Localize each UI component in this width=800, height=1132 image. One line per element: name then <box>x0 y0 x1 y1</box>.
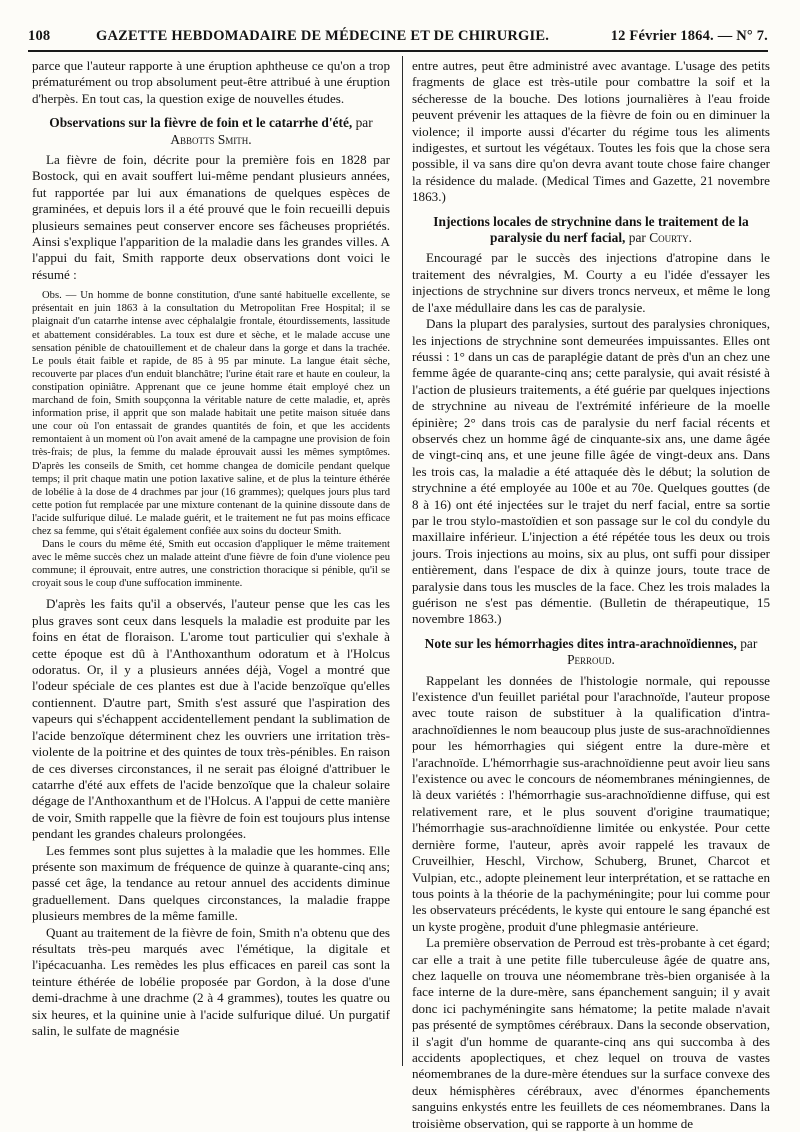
paragraph: Dans la plupart des paralysies, surtout des paralysies chroniques, les injections de strychnine sont demeurées impuissantes. Elles ont réussi : 1° dans un cas de paraplégie datant de près d'un an chez une femme âgée de quarante-cinq ans; cette paralysie, qui avait résisté à l'action de plusieurs traitements, a été guérie par quelques injections de strychnine au niveau de l'extrémité inférieure de la moelle épinière; 2° dans trois cas de paralysie du nerf facial récents et observés chez un homme âgé de cinquante-six ans, une dame âgée de vingt-cinq ans, et une jeune fille âgée de vingt-deux ans. Dans les trois cas, la maladie a été attaquée dès le début; la solution de strychnine a été employée au 100e et au 70e. Quelques gouttes (de 8 à 16) ont été injectées sur le trajet du nerf facial, entre sa sortie par le trou stylo-mastoïdien et son passage sur le col du condyle du maxillaire inférieur. L'injection a été répétée tous les deux ou trois jours. Trois injections au moins, six au plus, ont suffi pour dissiper entièrement, dans l'espace de dix à quinze jours, toute trace de paralysie dans tous les muscles de la face. Chez les trois malades la guérison ne s'est pas démentie. (Bulletin de thérapeutique, 15 novembre 1863.) <box>412 316 770 627</box>
paragraph: Rappelant les données de l'histologie normale, qui repousse l'existence d'un feuillet pariétal pour l'arachnoïde, l'auteur propose avec toute raison de substituer à la qualification d'intra-arachnoïdiennes le nom beaucoup plus juste de sus-arachnoïdiennes pour les hémorrhagies qui siégent entre la dure-mère et l'arachnoïde. L'hémorrhagie sus-arachnoïdienne peut avoir lieu sans l'existence ou avec le concours de néomembranes méningiennes, de là deux variétés : l'hémorrhagie sus-arachnoïdienne diffuse, qui est relativement rare, et le plus souvent d'origine traumatique; l'hémorrhagie sus-arachnoïdienne limitée ou enkystée. Pour cette dernière forme, l'auteur, après avoir rappelé les travaux de Cruveilhier, Heschl, Virchow, Schuberg, Brunet, Charcot et Vulpian, etc., adopte pleinement leur interprétation, et se rattache en tous points à la théorie de la pachyméningite; pour lui comme pour les observateurs précédents, le kyste qui entoure le sang épanché est un kyste progène, produit d'une phlegmasie antérieure. <box>412 672 770 934</box>
observation-paragraph: Dans le cours du même été, Smith eut occasion d'appliquer le même traitement avec le même succès chez un malade atteint d'une fièvre de foin d'une violence peu commune; il éprouvait, entre autres, une constriction thoracique si pénible, qu'il se croyait sous le coup d'une suffocation imminente. <box>32 539 390 590</box>
paragraph: Les femmes sont plus sujettes à la maladie que les hommes. Elle présente son maximum de fréquence de quinze à quarante-cinq ans; passé cet âge, la tendance au retour annuel des accidents diminue graduellement. Dans quelques circonstances, la maladie frappe plusieurs membres de la même famille. <box>32 842 390 924</box>
article-heading-strychnine <box>412 214 770 247</box>
article-title: Observations sur la fièvre de foin et le catarrhe d'été, <box>49 115 353 131</box>
article-heading-hemorrhages <box>412 636 770 669</box>
paragraph: D'après les faits qu'il a observés, l'auteur pense que les cas les plus graves sont ceux dans lesquels la maladie est produite par les foins en état de floraison. L'arome tout particulier qui s'exhale à cette époque est dû à l'Anthoxanthum odoratum et à l'Holcus odoratus. Or, il y a plusieurs années déjà, Vogel a montré que l'odeur spéciale de ces plantes est due à l'acide benzoïque qu'elles contiennent. D'autre part, Smith s'est assuré que l'aspiration des vapeurs qui s'échappent accidentellement pendant la sublimation de l'acide benzoïque déterminent chez les ouvriers une irritation très-violente de la poitrine et des quintes de toux très-pénibles. En raison de ces diverses circonstances, il ne serait pas éloigné d'attribuer le catarrhe d'été aux effets de l'acide benzoïque que la chaleur solaire dégage de l'Anthoxanthum et de l'Holcus. A l'appui de cette manière de voir, Smith rappelle que la fièvre de foin est toujours plus intense pendant les grandes chaleurs prolongées. <box>32 596 390 842</box>
continued-paragraph: entre autres, peut être administré avec avantage. L'usage des petits fragments de glace est très-utile pour combattre la soif et la sécheresse de la bouche. Des lotions journalières à l'eau froide peuvent prévenir les attaques de la fièvre de foin ou en diminuer la violence; il importe aussi d'écarter du régime tous les aliments indigestes, et surtout les végétaux. Toutes les fois que la chose sera possible, il va sans dire qu'on devra avant toute chose faire changer la résidence du malade. (Medical Times and Gazette, 21 novembre 1863.) <box>412 58 770 205</box>
right-column <box>412 58 770 1131</box>
column-divider <box>402 56 403 1066</box>
paragraph: Quant au traitement de la fièvre de foin, Smith n'a obtenu que des résultats très-peu marqués avec l'émétique, la digitale et l'ipécacuanha. Les remèdes les plus efficaces en pareil cas sont la teinture éthérée de lobélie proposée par Gordon, à la dose d'une demi-drachme à une drachme (2 à 4 grammes), toutes les quatre ou six heures, et la quinine unie à l'acide sulfurique dilué. Un purgatif salin, le sulfate de magnésie <box>32 924 390 1038</box>
paragraph: La fièvre de foin, décrite pour la première fois en 1828 par Bostock, qui en avait souffert lui-même pendant plusieurs années, fut rapportée par lui aux émanations de quelques espèces de graminées, et depuis lors il a été prouvé que le foin recueilli depuis plusieurs semaines peut conserver encore ses fâcheuses propriétés. Ainsi s'explique l'apparition de la maladie dans les grandes villes. A l'appui du fait, Smith rapporte deux observations dont voici le résumé : <box>32 152 390 282</box>
journal-title: GAZETTE HEBDOMADAIRE DE MÉDECINE ET DE CHIRURGIE. <box>96 28 550 44</box>
left-column <box>32 58 390 1070</box>
intro-paragraph: parce que l'auteur rapporte à une éruption aphtheuse ce qu'on a trop prématurément ou trop absolument peut-être attribué à une éruption d'herpès. En tout cas, la question exige de nouvelles études. <box>32 58 390 106</box>
paragraph: Encouragé par le succès des injections d'atropine dans le traitement des névralgies, M. Courty a eu l'idée d'essayer les injections de strychnine sur divers troncs nerveux, et même le long de l'axe médullaire dans les cas de paralysie. <box>412 250 770 315</box>
paragraph: La première observation de Perroud est très-probante à cet égard; car elle a trait à une petite fille tuberculeuse âgée de quatre ans, chez laquelle on trouva une néomembrane très-bien organisée à la face interne de la dure-mère, sans épanchement sanguin; il y avait donc ici pachyméningite sans hématome; la petite malade n'avait pas présenté de symptômes cérébraux. Dans la seconde observation, il s'agit d'un homme de quarante-cinq ans qui succomba à des accidents apoplectiques, et chez lequel on trouva de vastes néomembranes de la dure-mère étendues sur la surface convexe des deux hémisphères cérébraux, avec d'énormes épanchements sanguins enkystés entre les feuillets de ces néomembranes. Dans la troisième observation, qui se rapporte à un homme de <box>412 935 770 1131</box>
article-title: Note sur les hémorrhagies dites intra-arachnoïdiennes, <box>424 635 737 651</box>
article-title: Injections locales de strychnine dans le traitement de la paralysie du nerf facial, <box>433 213 749 246</box>
issue-date: 12 Février 1864. — N° 7. <box>610 28 768 44</box>
observation-paragraph: Obs. — Un homme de bonne constitution, d'une santé habituelle excellente, se présentait en juin 1863 à la consultation du Metropolitan Free Hospital; il se plaignait d'un catarrhe intense avec céphalalgie frontale, étourdissements, lassitude et abattement considérables. La toux est dure et sèche, et le malade accuse une sensation pénible de chatouillement et de chaleur dans la gorge et dans la trachée. Le pouls était faible et rapide, de 85 à 95 par minute. La langue était sèche, recouverte par places d'un enduit blanchâtre; l'urine était rare et haute en couleur, la constipation opiniâtre. Apprenant que ce jeune homme était employé chez un marchand de foin, Smith soupçonna la véritable nature de cette maladie, et, après information prise, il apprit que son malade habitait une petite maison située dans une cour où l'on entassait de grandes quantités de foin, et que les accidents remontaient à un moment où l'on avait amené de la campagne une provision de foin très-frais; de plus, la femme du malade éprouvait aussi les mêmes symptômes. D'après les conseils de Smith, cet homme changea de domicile pendant quelque temps; il prit chaque matin une potion laxative saline, et de plus la teinture éthérée de lobélie à la dose de 4 drachmes par jour (16 grammes); quelques jours plus tard cette potion fut remplacée par une mixture contenant de la quinine dissoute dans de l'acide sulfurique dilué. Le malade guérit, et le traitement ne fut pas moins efficace chez sa femme, qui s'était également confiée aux soins du docteur Smith. <box>32 290 390 537</box>
page-header <box>28 26 768 52</box>
article-heading-hay-fever <box>32 115 390 148</box>
article-by: par <box>740 635 758 651</box>
page-number: 108 <box>28 28 51 44</box>
article-author: Perroud. <box>567 652 615 668</box>
article-author: Courty. <box>649 230 692 246</box>
article-author: Abbotts Smith. <box>170 131 252 147</box>
article-by: par <box>355 115 373 131</box>
article-by: par <box>628 230 646 246</box>
